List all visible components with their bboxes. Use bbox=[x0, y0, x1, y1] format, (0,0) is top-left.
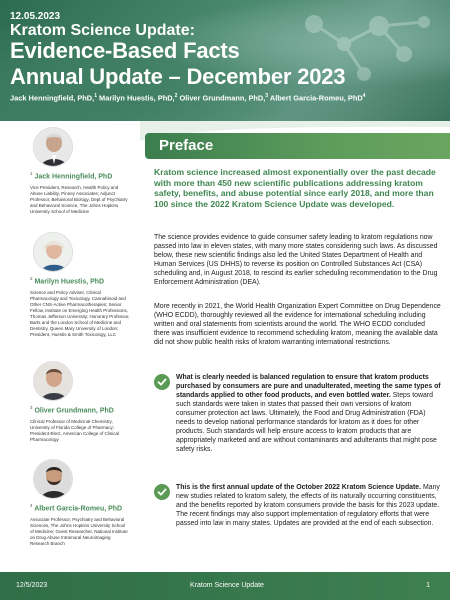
report-title-line-1: Evidence-Based Facts bbox=[10, 38, 240, 63]
author-bio: Associate Professor, Psychiatry and Behavioral Sciences, The Johns Hopkins University School of Medicine; Guest Researcher, National Institute on Drug Abuse Intramural Neuroimaging Research Branch bbox=[30, 517, 128, 547]
report-header bbox=[0, 0, 450, 121]
author-bio: Science and Policy Adviser, Clinical Pharmacology and Toxicology, Cannabinoid and Other CNS-Active Pharmacotherapies; Senior Fellow, Institute on Emerging Health Professions, Thomas Jefferson University; Honorary Professor, Barts and the London School of Medicine and Dentistry, Queen Mary University of London; President, Huestis & Smith Toxicology, LLC bbox=[30, 290, 130, 337]
footer-title: Kratom Science Update bbox=[190, 582, 264, 589]
intro-highlight: Kratom science increased almost exponentially over the past decade with more than 450 new scientific publications addressing kratom safety, benefits, and abuse potential since early 2018, and more than 100 since the 2022 Kratom Science Update was developed. bbox=[154, 167, 436, 209]
author-name: Albert Garcia-Romeu, PhD bbox=[34, 505, 123, 513]
header-author-3: Oliver Grundmann, PhD, bbox=[179, 93, 266, 103]
author-sidebar bbox=[0, 121, 137, 572]
header-kicker: Kratom Science Update: bbox=[10, 22, 195, 39]
main-content bbox=[140, 121, 450, 572]
author-photo bbox=[33, 127, 73, 167]
footer-date: 12/5/2023 bbox=[16, 582, 48, 589]
author-card-henningfield: $^1$ Jack Henningfield, PhD Vice President, Research, Health Policy and Abuse Liability, Pinney Associates; Adjunct Professor, Behavioral Biology, Dept of Psychiatry and Behavioral Science, The Johns Hopkins University School of Medicine bbox=[30, 127, 130, 215]
header-author-2: Marilyn Huestis, PhD, bbox=[99, 93, 175, 103]
author-card-garcia-romeu: $^4$ Albert Garcia-Romeu, PhD Associate Professor, Psychiatry and Behavioral Sciences, The Johns Hopkins University School of Medicine; Guest Researcher, National Institute on Drug Abuse Intramural Neuroimaging Research Branch bbox=[30, 459, 130, 547]
author-name: Oliver Grundmann, PhD bbox=[34, 407, 114, 415]
author-bio: Clinical Professor of Medicinal Chemistry, University of Florida College of Pharmacy; President-Elect, American College of Clinical Pharmacology bbox=[30, 419, 120, 443]
body-paragraph-1: The science provides evidence to guide consumer safety leading to kratom regulations now passed into law in eleven states, with many more states considering such laws. As discussed below, these new scientific findings also led the United States Department of Health and Human Services (US DHHS) to reverse its position on Controlled Substances Act (CSA) scheduling and, in August 2018, to rescind its earlier scheduling recommendation to the Drug Enforcement Administration (DEA). bbox=[154, 234, 438, 286]
check-item-text: This is the first annual update of the October 2022 Kratom Science Update. Many new studies related to kratom safety, the effects of its naturally occurring constituents, and the benefits reported by kratom consumers provide the basis for this 2023 update. The recent findings may also support implementation of regulatory efforts that were passed into law in many states. Updates are provided at the end of each subsection. bbox=[176, 484, 440, 527]
report-title-line-2: Annual Update – December 2023 bbox=[10, 64, 346, 89]
author-name: Jack Henningfield, PhD bbox=[34, 173, 113, 181]
header-author-list: Jack Henningfield, PhD,$^1$ Marilyn Huestis, PhD,$^2$ Oliver Grundmann, PhD,$^3$ Albert Garcia-Romeu, PhD$^4$ bbox=[10, 93, 366, 103]
check-item-text: What is clearly needed is balanced regulation to ensure that kratom products purchased by consumers are pure and unadulterated, meeting the same types of standards applied to other food products, and even bottled water. Steps toward such standards were taken in states that passed their own versions of kratom consumer protection act laws. Ultimately, the Food and Drug Administration (FDA) needs to develop national performance standards for kratom as it does for other products. Such standards will help ensure access to kratom products that are appropriately marketed and are without contaminants and adulterants that might pose safety risks. bbox=[176, 374, 441, 453]
body-paragraph-2: More recently in 2021, the World Health Organization Expert Committee on Drug Dependence (WHO ECDD), thoroughly reviewed all the evidence for international scheduling including written and oral statements from scientists around the world. The WHO ECDD concluded there was insufficient evidence to recommend scheduling kratom, meaning the available data did not show public health risks of kratom warranting international restrictions. bbox=[154, 303, 441, 346]
author-photo bbox=[33, 361, 73, 401]
author-card-grundmann: $^3$ Oliver Grundmann, PhD Clinical Professor of Medicinal Chemistry, University of Florida College of Pharmacy; President-Elect, American College of Clinical Pharmacology bbox=[30, 361, 130, 443]
page-footer bbox=[0, 572, 450, 600]
author-photo bbox=[33, 459, 73, 499]
section-title: Preface bbox=[159, 137, 214, 154]
author-photo bbox=[33, 232, 73, 272]
author-bio: Vice President, Research, Health Policy and Abuse Liability, Pinney Associates; Adjunct Professor, Behavioral Biology, Dept of Psychiatry and Behavioral Science, The Johns Hopkins University School of Medicine bbox=[30, 185, 128, 215]
header-author-1: Jack Henningfield, PhD, bbox=[10, 93, 95, 103]
header-author-4: Albert Garcia-Romeu, PhD bbox=[269, 93, 363, 103]
checkmark-icon bbox=[154, 374, 170, 390]
header-date: 12.05.2023 bbox=[10, 11, 61, 22]
page-number: 1 bbox=[426, 582, 430, 589]
section-header-bar bbox=[145, 133, 450, 159]
author-name: Marilyn Huestis, PhD bbox=[34, 278, 105, 286]
author-card-huestis: $^2$ Marilyn Huestis, PhD Science and Policy Adviser, Clinical Pharmacology and Toxicology, Cannabinoid and Other CNS-Active Pharmacotherapies; Senior Fellow, Institute on Emerging Health Professions, Thomas Jefferson University; Honorary Professor, Barts and the London School of Medicine and Dentistry, Queen Mary University of London; President, Huestis & Smith Toxicology, LLC bbox=[30, 232, 130, 338]
checkmark-icon bbox=[154, 484, 170, 500]
